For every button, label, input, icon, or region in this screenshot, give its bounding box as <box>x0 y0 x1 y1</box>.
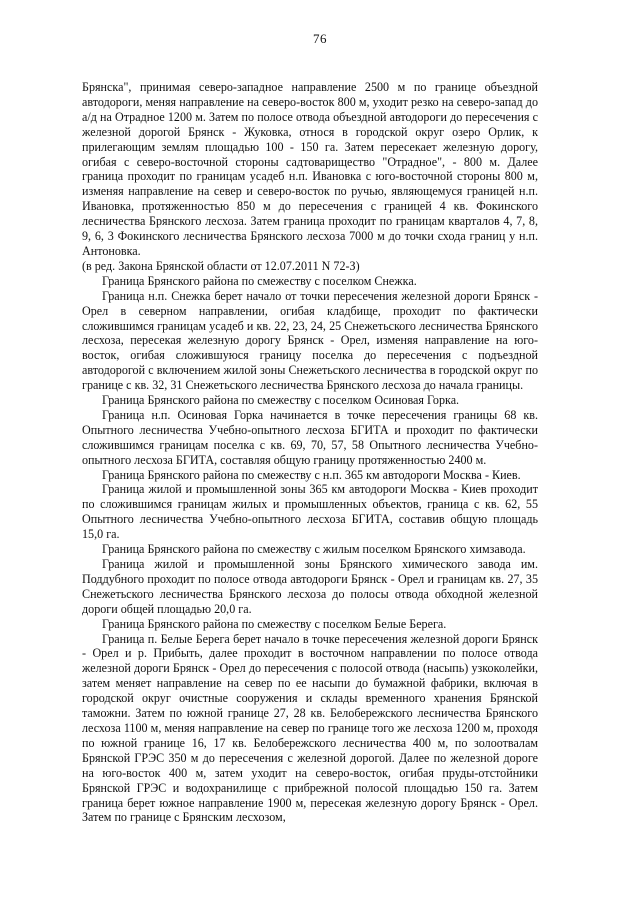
amendment-note: (в ред. Закона Брянской области от 12.07.2011 N 72-З) <box>82 258 360 273</box>
paragraph-snezhka-border: Граница н.п. Снежка берет начало от точки пересечения железной дороги Брянск - Орел в северном направлении, огибая кладбище, проходит по фактически сложившимся границам усадеб и кв. 22, 23, 24, 25 Снежетьского лесничества Брянского лесхоза, пересекая железную дорогу Брянск - Орел, изменяя направление на юго-восток, огибая сложившуюся границу поселка до пересечения с подъездной автодорогой с включением жилой зоны Снежетьского лесничества в городской округ по границе с кв. 32, 31 Снежетьского лесничества Брянского лесхоза до начала границы. <box>82 288 538 393</box>
document-body <box>82 80 538 825</box>
paragraph-belye-berega-border: Граница п. Белые Берега берет начало в точке пересечения железной дороги Брянск - Орел и р. Прибыть, далее проходит в восточном направлении по полосе отвода железной дороги Брянск - Орел до пересечения с полосой отвода (насыпь) узкоколейки, затем меняет направление на север по ее насыпи до бумажной фабрики, включая в городской округ очистные сооружения и склады временного хранения Брянской таможни. Затем по южной границе 27, 28 кв. Белобережского лесничества Брянского лесхоза 1100 м, меняя направление на север по границе того же лесхоза 1200 м, проходя по южной границе 16, 17 кв. Белобережского лесничества 400 м, по золоотвалам Брянской ГРЭС 350 м до пересечения с железной дорогой. Далее по железной дороге на юго-восток 400 м, затем уходит на северо-восток, огибая пруды-отстойники Брянской ГРЭС и водохранилище с прибрежной полосой площадью 150 га. Затем граница берет южное направление 1900 м, пересекая железную дорогу Брянск - Орел. Затем по границе с Брянским лесхозом, <box>82 631 538 825</box>
paragraph-osinovaya-gorka-border: Граница н.п. Осиновая Горка начинается в точке пересечения границы 68 кв. Опытного лесничества Учебно-опытного лесхоза БГИТА и проходит по фактически сложившимся границам поселка с кв. 69, 70, 57, 58 Опытного лесничества Учебно-опытного лесхоза БГИТА, составляя общую границу протяженностью 2400 м. <box>82 407 538 467</box>
section-heading-365-km: Граница Брянского района по смежеству с н.п. 365 км автодороги Москва - Киев. <box>102 467 521 482</box>
page-number: 76 <box>313 31 327 46</box>
paragraph-continuation: Брянска", принимая северо-западное направление 2500 м по границе объездной автодороги, меняя направление на северо-восток 800 м, уходит резко на северо-запад до а/д на Отрадное 1200 м. Затем по полосе отвода объездной автодороги до пересечения с железной дорогой Брянск - Жуковка, относя в городской округ озеро Орлик, к прилегающим землям площадью 100 - 150 га. Затем пересекает железную дорогу, огибая с северо-восточной стороны садтоварищество "Отрадное", - 800 м. Далее граница проходит по границам усадеб н.п. Ивановка с юго-восточной стороны 800 м, изменяя направление на север и северо-восток по ручью, являющемуся границей н.п. Ивановка, протяженностью 850 м до пересечения с границей 4 кв. Фокинского лесничества Брянского лесхоза. Затем граница проходит по границам кварталов 4, 7, 8, 9, 6, 3 Фокинского лесничества Брянского лесхоза 7000 м до точки схода границ у н.п. Антоновка. <box>82 80 538 258</box>
paragraph-365-km-border: Граница жилой и промышленной зоны 365 км автодороги Москва - Киев проходит по сложившимся границам жилых и промышленных объектов, граница с кв. 62, 55 Опытного лесничества Учебно-опытного лесхоза БГИТА, составив общую площадь 15,0 га. <box>82 482 538 542</box>
section-heading-snezhka: Граница Брянского района по смежеству с поселком Снежка. <box>102 273 417 288</box>
section-heading-osinovaya-gorka: Граница Брянского района по смежеству с поселком Осиновая Горка. <box>102 393 460 408</box>
paragraph-khimzavod-border: Граница жилой и промышленной зоны Брянского химического завода им. Поддубного проходит по полосе отвода автодороги Брянск - Орел и границам кв. 27, 35 Снежетьского лесничества Брянского лесхоза до полосы отвода обходной железной дороги общей площадью 20,0 га. <box>82 557 538 616</box>
section-heading-khimzavod: Граница Брянского района по смежеству с жилым поселком Брянского химзавода. <box>102 542 526 557</box>
section-heading-belye-berega: Граница Брянского района по смежеству с поселком Белые Берега. <box>102 616 447 631</box>
